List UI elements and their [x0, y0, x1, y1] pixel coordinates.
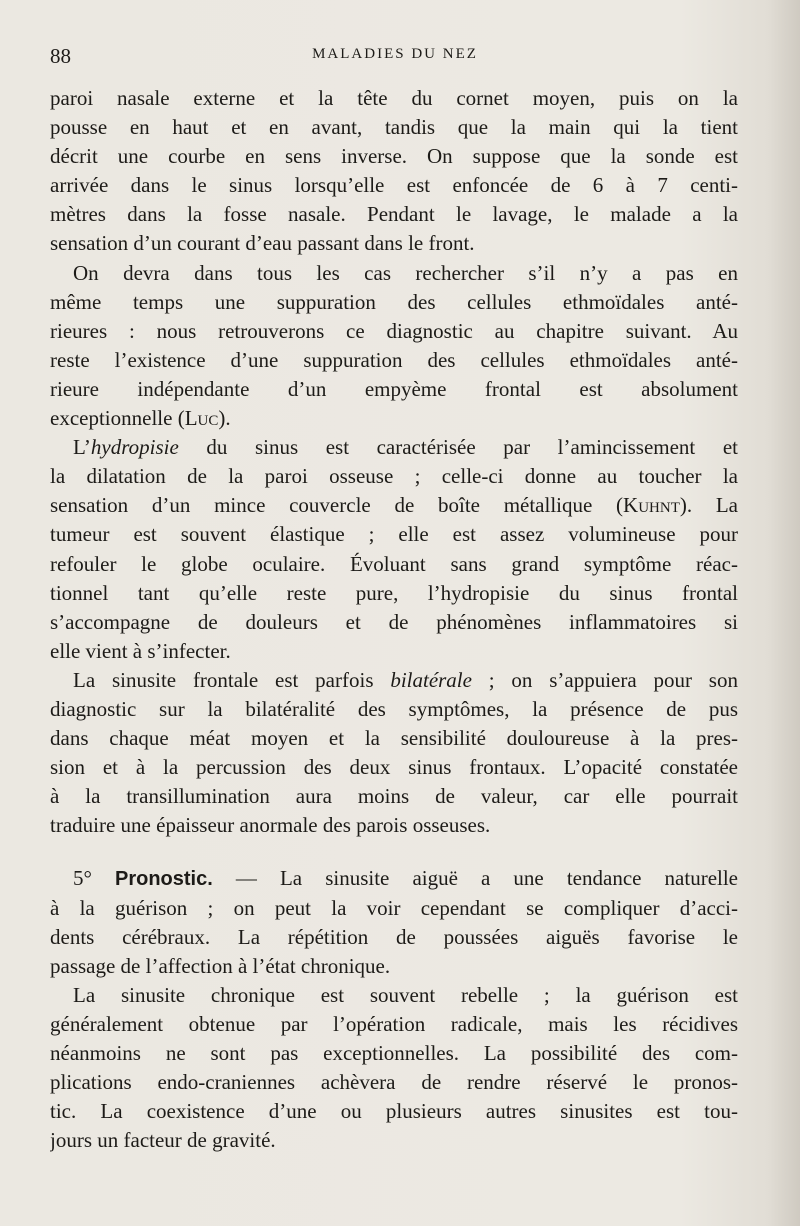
text-line: plications endo-craniennes achèvera de rendre réservé le pronos-	[50, 1070, 738, 1095]
author-luc: Luc	[184, 406, 219, 431]
body-text	[50, 84, 738, 1155]
text-line: à la guérison ; on peut la voir cependant se compliquer d’acci-	[50, 895, 738, 920]
text-line	[50, 666, 738, 695]
text-fragment: exceptionnelle (	[50, 406, 185, 431]
text-fragment: La sinusite frontale est parfois	[73, 667, 391, 692]
text-line: traduire une épaisseur anormale des parois osseuses.	[50, 813, 491, 838]
text-line: sion et à la percussion des deux sinus frontaux. L’opacité constatée	[50, 755, 738, 780]
text-line	[50, 404, 738, 433]
text-fragment: sensation d’un mince couvercle de boîte métallique (	[50, 493, 624, 518]
text-line: la dilatation de la paroi osseuse ; celle-ci donne au toucher la	[50, 464, 738, 489]
page-header	[50, 44, 740, 74]
text-line: à la transillumination aura moins de valeur, car elle pourrait	[50, 784, 738, 809]
text-line: même temps une suppuration des cellules ethmoïdales anté-	[50, 289, 738, 314]
text-line: elle vient à s’infecter.	[50, 638, 231, 663]
text-line: La sinusite chronique est souvent rebelle ; la guérison est	[73, 982, 738, 1007]
text-line: tumeur est souvent élastique ; elle est assez volumineuse pour	[50, 522, 738, 547]
text-line: diagnostic sur la bilatéralité des symptômes, la présence de pus	[50, 696, 738, 721]
text-line: rieures : nous retrouverons ce diagnostic au chapitre suivant. Au	[50, 318, 738, 343]
text-line: s’accompagne de douleurs et de phénomènes inflammatoires si	[50, 609, 738, 634]
text-line: reste l’existence d’une suppuration des cellules ethmoïdales anté-	[50, 347, 738, 372]
term-bilaterale: bilatérale	[390, 667, 472, 692]
text-line	[50, 864, 738, 893]
page-number: 88	[50, 44, 71, 68]
text-line	[50, 433, 738, 462]
text-line: pousse en haut et en avant, tandis que la main qui la tient	[50, 115, 738, 140]
text-line: généralement obtenue par l’opération radicale, mais les récidives	[50, 1011, 738, 1036]
text-fragment: du sinus est caractérisée par l’amincissement et	[178, 435, 738, 460]
text-fragment: 5°	[73, 866, 115, 891]
text-fragment: — La sinusite aiguë a une tendance naturelle	[212, 866, 738, 891]
text-line: On devra dans tous les cas rechercher s’il n’y a pas en	[73, 260, 738, 285]
text-fragment: ). La	[679, 493, 738, 518]
text-fragment: ; on s’appuiera pour son	[471, 667, 738, 692]
text-line: dans chaque méat moyen et la sensibilité douloureuse à la pres-	[50, 726, 738, 751]
text-line: rieure indépendante d’un empyème frontal est absolument	[50, 376, 738, 401]
text-line: sensation d’un courant d’eau passant dans le front.	[50, 231, 475, 256]
text-fragment: ).	[218, 406, 231, 431]
text-line: néanmoins ne sont pas exceptionnelles. La possibilité des com-	[50, 1041, 738, 1065]
text-line: passage de l’affection à l’état chronique.	[50, 953, 391, 978]
text-line: dents cérébraux. La répétition de poussées aiguës favorise le	[50, 924, 738, 949]
text-line: paroi nasale externe et la tête du cornet moyen, puis on la	[50, 86, 738, 110]
text-line: tic. La coexistence d’une ou plusieurs autres sinusites est tou-	[50, 1099, 738, 1124]
text-line: décrit une courbe en sens inverse. On suppose que la sonde est	[50, 144, 738, 169]
text-line: jours un facteur de gravité.	[50, 1128, 276, 1153]
author-kuhnt: Kuhnt	[623, 493, 680, 518]
term-hydropisie: hydropisie	[90, 435, 179, 460]
text-line: arrivée dans le sinus lorsqu’elle est enfoncée de 6 à 7 centi-	[50, 173, 738, 198]
section-gap	[50, 840, 738, 864]
text-line: refouler le globe oculaire. Évoluant sans grand symptôme réac-	[50, 551, 738, 576]
text-fragment: L’	[73, 435, 91, 460]
section-heading-pronostic: Pronostic.	[115, 868, 213, 891]
running-title: MALADIES DU NEZ	[312, 46, 478, 62]
text-line: tionnel tant qu’elle reste pure, l’hydropisie du sinus frontal	[50, 580, 738, 605]
text-line: mètres dans la fosse nasale. Pendant le lavage, le malade a la	[50, 202, 738, 227]
text-line	[50, 491, 738, 520]
